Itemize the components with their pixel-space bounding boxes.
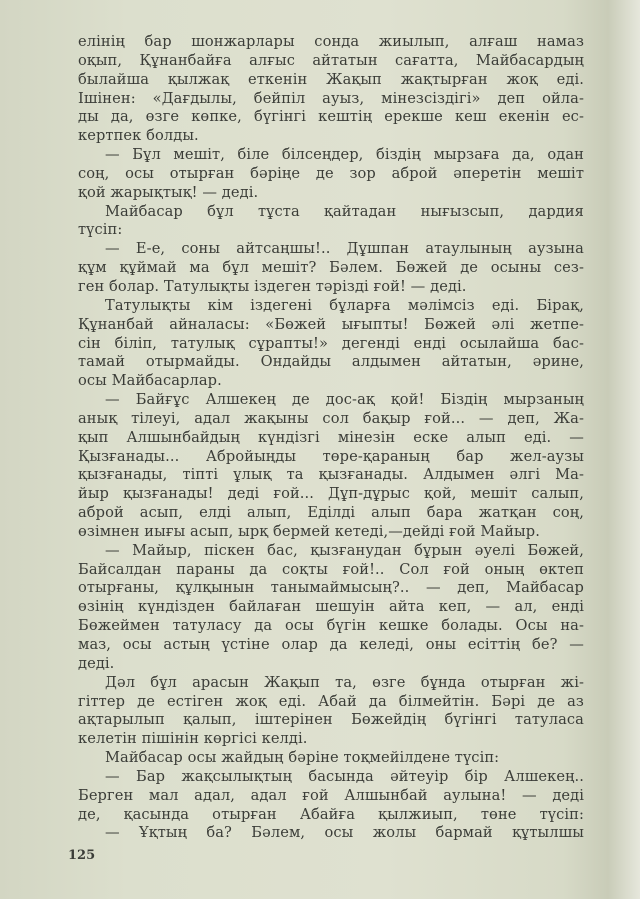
text-line: тамай отырмайды. Ондайды алдымен айтатын, әрине, — [78, 353, 584, 371]
text-line: — Майыр, піскен бас, қызғанудан бұрын әуелі Бөжей, — [105, 541, 584, 559]
text-line: Дәл бұл арасын Жақып та, өзге бұнда отырған жі- — [105, 673, 584, 691]
text-line: соң, осы отырған бәріңе де зор аброй әперетін мешіт — [78, 164, 584, 182]
text-line: Байсалдан параны да соқты ғой!.. Сол ғой оның өктеп — [78, 560, 584, 578]
text-line: өзімнен иығы асып, ырқ бермей кетеді,—дейді ғой Майыр. — [78, 522, 540, 540]
text-line: Берген мал адал, адал ғой Алшынбай аулына! — деді — [78, 786, 584, 804]
text-line: келетін пішінін көргісі келді. — [78, 730, 308, 748]
text-line: анық тілеуі, адал жақыны сол бақыр ғой... — деп, Жа- — [78, 409, 584, 427]
text-line: ды да, өзге көпке, бүгінгі кештің ерекше кеш екенін ес- — [78, 108, 584, 126]
text-line: маз, осы астың үстіне олар да келеді, оны есіттің бе? — — [78, 636, 584, 653]
text-line: — Бар жақсылықтың басында әйтеуір бір Алшекең.. — [105, 767, 584, 785]
text-line: қып Алшынбайдың күндізгі мінезін еске алып еді. — — [78, 428, 584, 446]
text-line: елінің бар шонжарлары сонда жиылып, алғаш намаз — [78, 33, 584, 50]
text-line: — Ұқтың ба? Бәлем, осы жолы бармай құтылшы — [105, 824, 584, 842]
text-line: оқып, Құнанбайға алғыс айтатын сағатта, Майбасардың — [78, 51, 584, 69]
text-line: құм құймай ма бұл мешіт? Бәлем. Бөжей де осыны сез- — [78, 259, 584, 277]
text-line: былайша қылжақ еткенін Жақып жақтырған жоқ еді. — [78, 70, 584, 88]
page-number: 125 — [68, 848, 96, 863]
text-line: осы Майбасарлар. — [78, 372, 222, 390]
text-line: Майбасар осы жайдың бәріне тоқмейілдене түсіп: — [105, 749, 500, 767]
text-line: Ішінен: «Дағдылы, бейпіл ауыз, мінезсіздігі» деп ойла- — [78, 89, 584, 107]
text-line: деді. — [78, 654, 115, 672]
text-line: отырғаны, құлқынын танымаймысың?.. — деп, Майбасар — [78, 579, 584, 597]
text-line: Майбасар бұл тұста қайтадан нығызсып, дардия — [105, 202, 584, 220]
text-line: — Бұл мешіт, біле білсеңдер, біздің мырзаға да, одан — [105, 146, 584, 164]
text-line: ген болар. Татулықты іздеген тәрізді ғой! — деді. — [78, 277, 467, 295]
text-line: түсіп: — [78, 221, 123, 239]
text-line: Татулықты кім іздегені бұларға мәлімсіз еді. Бірақ, — [105, 296, 584, 314]
text-line: аброй асып, елді алып, Еділді алып бара жатқан соң, — [78, 504, 584, 522]
text-line: Бөжеймен татуласу да осы бүгін кешке болады. Осы на- — [78, 617, 584, 635]
text-line: ақтарылып қалып, іштерінен Бөжейдің бүгінгі татуласа — [78, 711, 584, 729]
text-line: гіттер де естіген жоқ еді. Абай да білмейтін. Бәрі де аз — [78, 692, 584, 710]
text-line: — Е-е, соны айтсаңшы!.. Дұшпан атаулының аузына — [105, 240, 584, 258]
text-line: Құнанбай айналасы: «Бөжей ығыпты! Бөжей әлі жетпе- — [78, 315, 584, 333]
text-line: сін біліп, татулық сұрапты!» дегенді енді осылайша бас- — [78, 334, 584, 352]
text-line: де, қасында отырған Абайға қылжиып, төне түсіп: — [78, 805, 584, 823]
text-line: қой жарықтық! — деді. — [78, 183, 259, 201]
text-line: өзінің күндізден байлаған шешуін айта кеп, — ал, енді — [78, 598, 584, 616]
text-line: кертпек болды. — [78, 127, 199, 145]
text-line: йыр қызғанады! деді ғой... Дұп-дұрыс қой, мешіт салып, — [78, 485, 584, 503]
text-line: қызғанады, тіпті ұлық та қызғанады. Алдымен әлгі Ма- — [78, 466, 584, 484]
text-line: — Байғұс Алшекең де дос-ақ қой! Біздің мырзаның — [105, 391, 584, 409]
text-line: Қызғанады... Абройыңды төре-қараның бар жел-аузы — [78, 447, 584, 465]
book-page-text — [78, 33, 584, 843]
